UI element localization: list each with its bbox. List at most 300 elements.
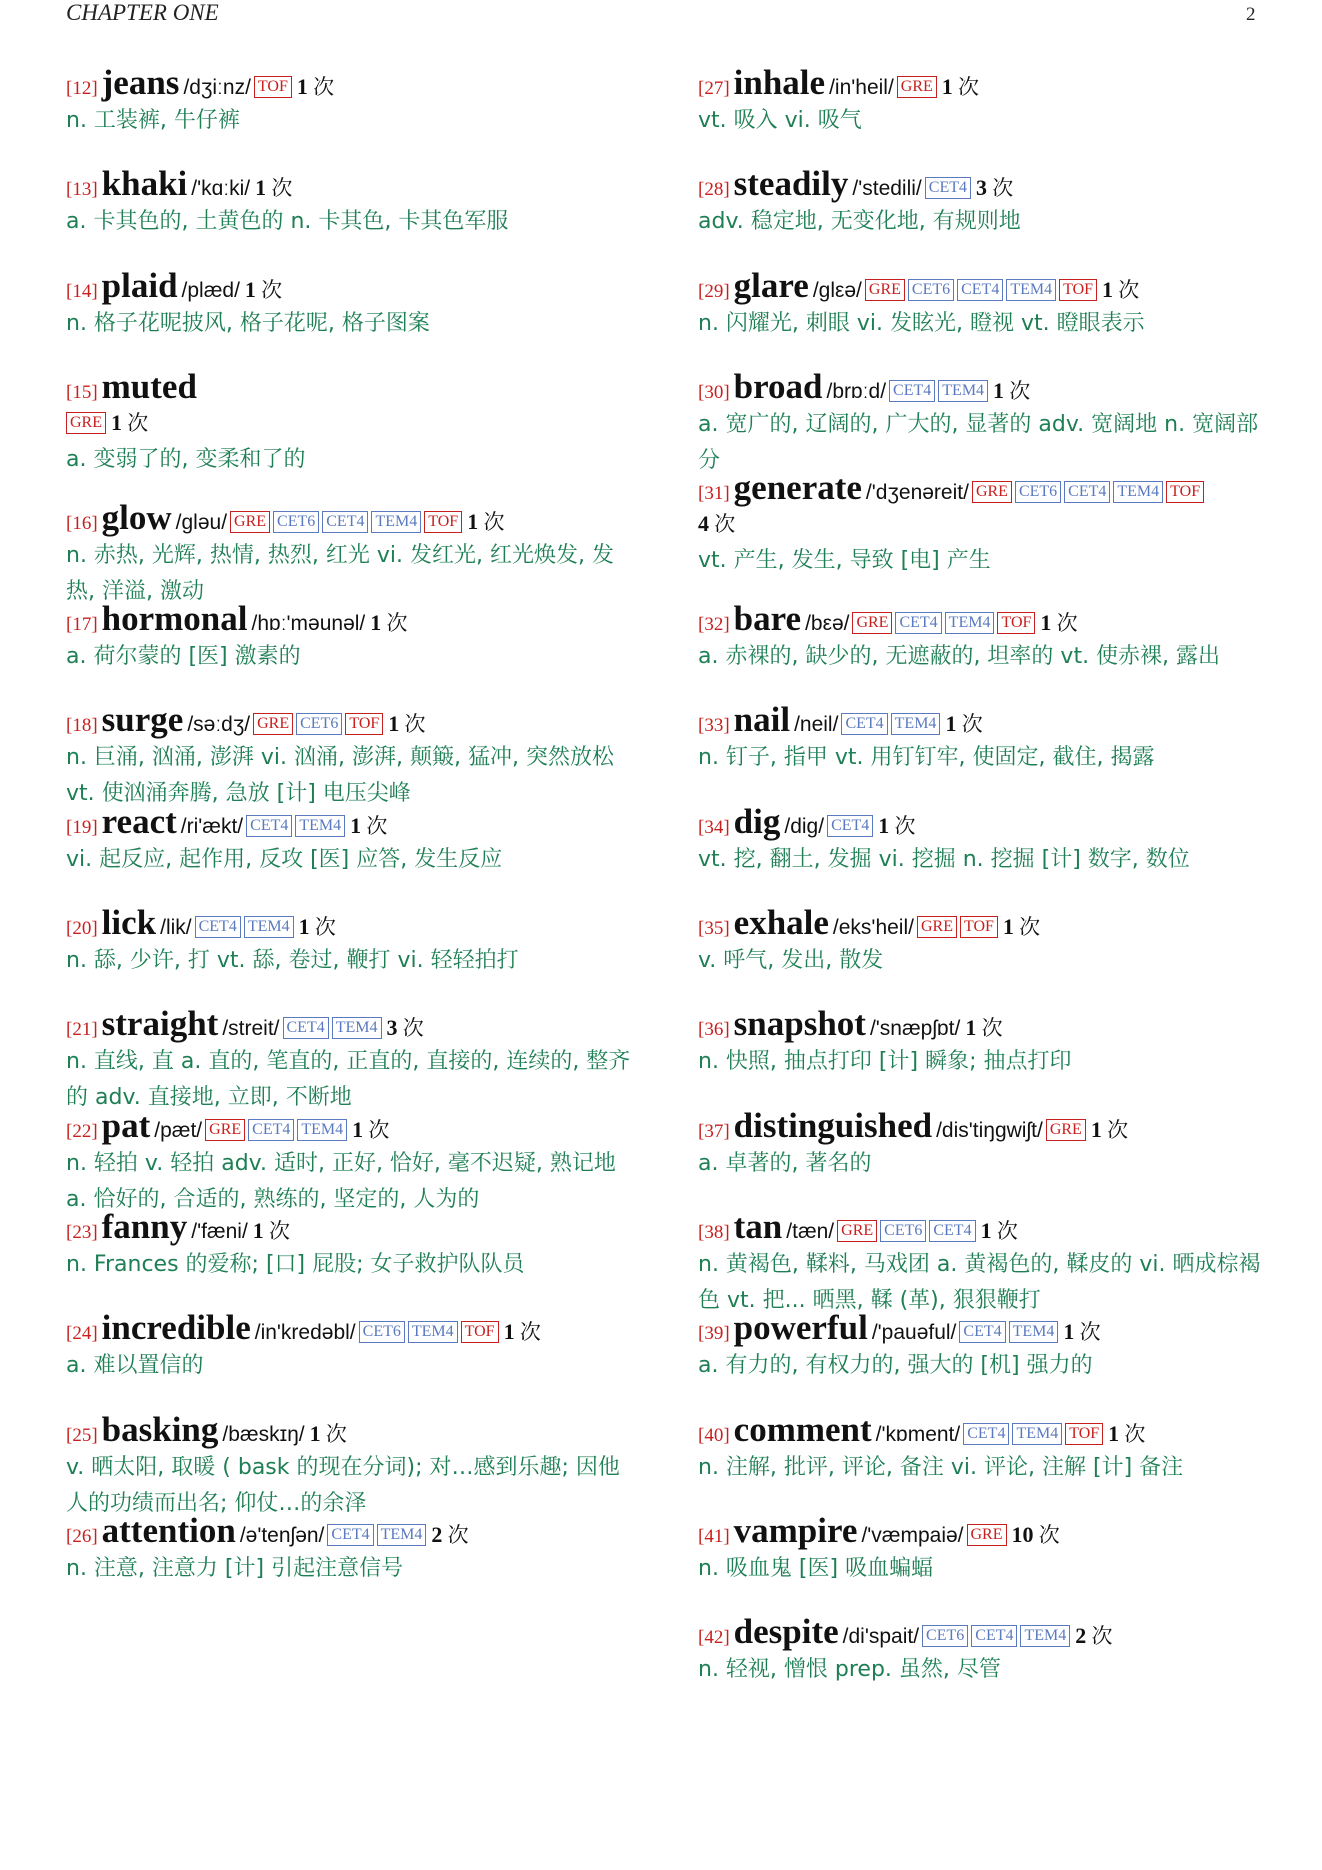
exam-tag-tem4: TEM4 xyxy=(244,916,294,938)
count-unit: 次 xyxy=(958,75,980,99)
phonetic: /di'spait/ xyxy=(842,1625,920,1649)
occurrence-count xyxy=(1102,278,1139,302)
vocab-entry xyxy=(698,903,1272,1004)
entry-index: [29] xyxy=(698,280,730,302)
phonetic: /dʒiːnz/ xyxy=(183,76,251,99)
headword-line xyxy=(698,468,1272,508)
count-unit: 次 xyxy=(1124,1421,1146,1446)
phonetic: /səːdʒ/ xyxy=(187,713,251,737)
vocab-entry xyxy=(66,1511,640,1612)
headword: vampire xyxy=(733,1510,858,1550)
tag-count-row xyxy=(66,407,640,442)
entry-index: [35] xyxy=(698,918,730,940)
headword-line xyxy=(66,266,640,306)
exam-tag-cet6: CET6 xyxy=(273,511,319,533)
count-number: 1 xyxy=(388,711,400,737)
entry-index: [36] xyxy=(698,1019,730,1041)
occurrence-count xyxy=(965,1016,1002,1040)
phonetic: /'væmpaiə/ xyxy=(861,1523,964,1547)
count-unit: 次 xyxy=(714,512,736,537)
phonetic: /bεə/ xyxy=(805,612,850,636)
headword: powerful xyxy=(733,1308,868,1348)
exam-tag-tof: TOF xyxy=(254,76,292,98)
exam-tag-tof: TOF xyxy=(461,1321,499,1343)
count-unit: 次 xyxy=(1079,1320,1101,1345)
exam-tag-cet4: CET4 xyxy=(971,1625,1017,1647)
occurrence-count xyxy=(1063,1320,1100,1344)
headword-line xyxy=(66,1106,640,1146)
count-number: 1 xyxy=(993,377,1005,403)
count-unit: 次 xyxy=(996,1218,1018,1243)
entry-index: [32] xyxy=(698,614,730,636)
count-number: 1 xyxy=(1040,610,1052,636)
exam-tag-cet4: CET4 xyxy=(929,1220,975,1242)
vocab-entry xyxy=(66,1105,640,1212)
phonetic: /gləu/ xyxy=(175,510,228,534)
count-number: 1 xyxy=(309,1420,321,1446)
definition: vt. 挖, 翻土, 发掘 vi. 挖掘 n. 挖掘 [计] 数字, 数位 xyxy=(698,846,1190,872)
exam-tag-gre: GRE xyxy=(837,1220,877,1242)
definition: n. 吸血鬼 [医] 吸血蝙蝠 xyxy=(698,1555,934,1581)
entry-index: [12] xyxy=(66,78,98,99)
exam-tag-tem4: TEM4 xyxy=(295,815,345,837)
headword-line xyxy=(698,1410,1272,1450)
definition: n. 闪耀光, 刺眼 vi. 发眩光, 瞪视 vt. 瞪眼表示 xyxy=(698,310,1145,336)
headword-line xyxy=(66,367,640,407)
count-number: 1 xyxy=(252,1217,264,1243)
occurrence-count xyxy=(1040,611,1077,635)
definition: n. 舔, 少许, 打 vt. 舔, 卷过, 鞭打 vi. 轻轻拍打 xyxy=(66,948,519,974)
exam-tag-gre: GRE xyxy=(967,1524,1007,1546)
exam-tag-tem4: TEM4 xyxy=(332,1017,382,1039)
definition: n. 注解, 批评, 评论, 备注 vi. 评论, 注解 [计] 备注 xyxy=(698,1454,1184,1480)
count-unit: 次 xyxy=(894,813,916,838)
occurrence-count xyxy=(255,176,292,200)
vocab-entry xyxy=(66,1004,640,1111)
definition: n. 注意, 注意力 [计] 引起注意信号 xyxy=(66,1555,404,1581)
count-number: 1 xyxy=(1063,1319,1075,1345)
count-unit: 次 xyxy=(261,277,283,302)
count-number: 1 xyxy=(965,1015,977,1041)
exam-tag-cet4: CET4 xyxy=(327,1524,373,1546)
exam-tag-gre: GRE xyxy=(66,412,106,434)
exam-tag-cet6: CET6 xyxy=(908,279,954,301)
vocab-entry xyxy=(66,1207,640,1308)
headword-line xyxy=(698,1004,1272,1044)
phonetic: /'kɒment/ xyxy=(875,1422,961,1446)
count-number: 1 xyxy=(1102,276,1114,302)
headword-line xyxy=(698,63,1272,103)
headword: distinguished xyxy=(733,1105,933,1145)
headword: snapshot xyxy=(733,1004,866,1044)
headword: surge xyxy=(101,700,184,740)
count-unit: 次 xyxy=(402,1016,424,1041)
vocab-entry xyxy=(698,1308,1272,1409)
headword-line xyxy=(698,367,1272,407)
entry-index: [27] xyxy=(698,78,730,99)
count-unit: 次 xyxy=(1009,378,1031,403)
exam-tag-tof: TOF xyxy=(1166,481,1204,503)
phonetic: /hɒː'məunəl/ xyxy=(251,612,366,636)
exam-tag-cet4: CET4 xyxy=(841,713,887,735)
headword-line xyxy=(66,1410,640,1450)
definition: n. 格子花呢披风, 格子花呢, 格子图案 xyxy=(66,310,430,336)
entry-index: [24] xyxy=(66,1323,98,1345)
headword-line xyxy=(66,498,640,538)
vocab-entry xyxy=(66,903,640,1004)
count-unit: 次 xyxy=(1091,1624,1113,1649)
exam-tag-gre: GRE xyxy=(852,612,892,634)
headword: lick xyxy=(101,903,157,943)
phonetic: /tæn/ xyxy=(786,1219,835,1243)
definition: a. 难以置信的 xyxy=(66,1353,204,1379)
headword-line xyxy=(66,700,640,740)
exam-tag-gre: GRE xyxy=(230,511,270,533)
occurrence-count xyxy=(370,611,407,635)
exam-tag-tem4: TEM4 xyxy=(297,1119,347,1141)
occurrence-count xyxy=(993,379,1030,403)
exam-tag-cet4: CET4 xyxy=(959,1321,1005,1343)
definition: a. 变弱了的, 变柔和了的 xyxy=(66,446,306,472)
phonetic: /neil/ xyxy=(794,713,839,737)
vocab-entry xyxy=(698,1106,1272,1207)
headword-line xyxy=(698,599,1272,639)
entry-index: [30] xyxy=(698,381,730,403)
page-header xyxy=(0,0,1322,40)
vocab-entry xyxy=(698,700,1272,801)
entry-index: [25] xyxy=(66,1424,98,1446)
phonetic: /'snæpʃɒt/ xyxy=(869,1017,961,1041)
headword-line xyxy=(66,903,640,943)
definition: vi. 起反应, 起作用, 反攻 [医] 应答, 发生反应 xyxy=(66,846,503,872)
vocab-entry xyxy=(66,497,640,604)
headword: plaid xyxy=(101,265,178,305)
entry-index: [41] xyxy=(698,1525,730,1547)
chapter-title: CHAPTER ONE xyxy=(66,0,219,25)
phonetic: /'fæni/ xyxy=(191,1219,248,1243)
definition: vt. 吸入 vi. 吸气 xyxy=(698,108,862,133)
occurrence-count xyxy=(1075,1624,1112,1648)
exam-tag-gre: GRE xyxy=(917,916,957,938)
exam-tag-cet4: CET4 xyxy=(925,177,971,199)
entry-index: [33] xyxy=(698,715,730,737)
count-unit: 次 xyxy=(483,509,505,534)
vocab-entry xyxy=(66,63,640,164)
count-unit: 次 xyxy=(981,1016,1003,1041)
entry-index: [14] xyxy=(66,280,98,302)
count-number: 1 xyxy=(1090,1116,1102,1142)
headword-line xyxy=(698,1511,1272,1551)
count-number: 3 xyxy=(386,1015,398,1041)
definition: a. 有力的, 有权力的, 强大的 [机] 强力的 xyxy=(698,1353,1093,1379)
definition: n. Frances 的爱称; [口] 屁股; 女子救护队队员 xyxy=(66,1251,525,1277)
exam-tag-cet4: CET4 xyxy=(957,279,1003,301)
exam-tag-gre: GRE xyxy=(1046,1119,1086,1141)
definition: n. 直线, 直 a. 直的, 笔直的, 正直的, 直接的, 连续的, 整齐的 adv. 直接地, 立即, 不断地 xyxy=(66,1049,631,1111)
definition: n. 轻拍 v. 轻拍 adv. 适时, 正好, 恰好, 毫不迟疑, 熟记地 a. 恰好的, 合适的, 熟练的, 坚定的, 人为的 xyxy=(66,1150,616,1212)
entry-index: [19] xyxy=(66,816,98,838)
exam-tag-tof: TOF xyxy=(345,713,383,735)
headword: generate xyxy=(733,468,862,508)
headword: inhale xyxy=(733,63,826,102)
headword-line xyxy=(698,1207,1272,1247)
headword-line xyxy=(66,1004,640,1044)
phonetic: /pæt/ xyxy=(154,1118,203,1142)
count-number: 2 xyxy=(1075,1623,1087,1649)
headword: basking xyxy=(101,1409,219,1449)
vocab-entry xyxy=(66,164,640,265)
headword-line xyxy=(698,1612,1272,1652)
occurrence-count xyxy=(253,1219,290,1243)
occurrence-count xyxy=(945,712,982,736)
exam-tag-tem4: TEM4 xyxy=(891,713,941,735)
vocab-entry xyxy=(698,1206,1272,1313)
headword: straight xyxy=(101,1004,219,1044)
exam-tag-gre: GRE xyxy=(253,713,293,735)
definition: a. 宽广的, 辽阔的, 广大的, 显著的 adv. 宽阔地 n. 宽阔部分 xyxy=(698,411,1259,473)
vocab-entry xyxy=(698,164,1272,265)
exam-tag-cet6: CET6 xyxy=(880,1220,926,1242)
headword-line xyxy=(698,266,1272,306)
count-unit: 次 xyxy=(271,176,293,201)
definition: a. 荷尔蒙的 [医] 激素的 xyxy=(66,644,301,670)
definition: n. 钉子, 指甲 vt. 用钉钉牢, 使固定, 截住, 揭露 xyxy=(698,745,1155,771)
count-unit: 次 xyxy=(447,1522,469,1547)
count-unit: 次 xyxy=(404,712,426,737)
entry-index: [18] xyxy=(66,715,98,737)
exam-tag-tem4: TEM4 xyxy=(1009,1321,1059,1343)
headword: muted xyxy=(101,366,197,406)
headword: broad xyxy=(733,366,823,406)
headword: nail xyxy=(733,700,791,740)
count-unit: 次 xyxy=(519,1320,541,1345)
count-unit: 次 xyxy=(1118,277,1140,302)
exam-tag-tof: TOF xyxy=(997,612,1035,634)
exam-tag-tof: TOF xyxy=(960,916,998,938)
entry-index: [34] xyxy=(698,816,730,838)
phonetic: /dis'tiŋgwiʃt/ xyxy=(936,1118,1043,1142)
count-unit: 次 xyxy=(269,1218,291,1243)
headword-line xyxy=(66,63,640,103)
occurrence-count xyxy=(350,814,387,838)
count-number: 1 xyxy=(1108,1420,1120,1446)
vocab-entry xyxy=(698,1612,1272,1713)
phonetic: /'stedili/ xyxy=(852,177,922,201)
exam-tag-tof: TOF xyxy=(1065,1423,1103,1445)
headword: despite xyxy=(733,1612,839,1652)
exam-tag-cet4: CET4 xyxy=(963,1423,1009,1445)
tag-count-row xyxy=(698,508,1272,543)
headword: bare xyxy=(733,599,802,639)
count-number: 1 xyxy=(111,409,122,435)
occurrence-count xyxy=(976,176,1013,200)
headword: glow xyxy=(101,497,172,537)
exam-tag-tem4: TEM4 xyxy=(377,1524,427,1546)
vocab-entry xyxy=(698,63,1272,164)
occurrence-count xyxy=(878,814,915,838)
entry-index: [42] xyxy=(698,1627,730,1649)
definition: n. 快照, 抽点打印 [计] 瞬象; 抽点打印 xyxy=(698,1049,1072,1075)
entry-index: [23] xyxy=(66,1221,98,1243)
exam-tag-cet4: CET4 xyxy=(283,1017,329,1039)
exam-tag-cet6: CET6 xyxy=(922,1625,968,1647)
phonetic: /glεə/ xyxy=(812,278,862,302)
count-unit: 次 xyxy=(313,75,335,99)
exam-tag-tem4: TEM4 xyxy=(945,612,995,634)
phonetic: /dig/ xyxy=(784,814,825,838)
phonetic: /in'kredəbl/ xyxy=(254,1321,356,1345)
entry-index: [16] xyxy=(66,512,98,534)
definition: n. 巨涌, 汹涌, 澎湃 vi. 汹涌, 澎湃, 颠簸, 猛冲, 突然放松 vt. 使汹涌奔腾, 急放 [计] 电压尖峰 xyxy=(66,745,614,807)
entry-index: [37] xyxy=(698,1120,730,1142)
left-column xyxy=(66,63,640,1612)
exam-tag-gre: GRE xyxy=(865,279,905,301)
vocab-entry xyxy=(698,802,1272,903)
definition: v. 呼气, 发出, 散发 xyxy=(698,948,884,974)
vocab-entry xyxy=(698,1004,1272,1105)
definition: vt. 产生, 发生, 导致 [电] 产生 xyxy=(698,548,991,574)
phonetic: /ri'ækt/ xyxy=(180,814,244,838)
count-number: 1 xyxy=(945,711,957,737)
vocab-entry xyxy=(698,1410,1272,1511)
definition: a. 卓著的, 著名的 xyxy=(698,1150,872,1176)
headword-line xyxy=(698,164,1272,204)
occurrence-count xyxy=(352,1118,389,1142)
occurrence-count xyxy=(1091,1118,1128,1142)
headword: steadily xyxy=(733,164,849,204)
count-unit: 次 xyxy=(1107,1117,1129,1142)
count-number: 2 xyxy=(431,1521,443,1547)
entry-index: [13] xyxy=(66,179,98,201)
headword-line xyxy=(698,700,1272,740)
occurrence-count xyxy=(111,411,148,435)
occurrence-count xyxy=(1012,1523,1060,1547)
vocab-entry xyxy=(698,468,1272,599)
count-number: 1 xyxy=(878,812,890,838)
occurrence-count xyxy=(297,75,334,99)
definition: a. 卡其色的, 土黄色的 n. 卡其色, 卡其色军服 xyxy=(66,209,509,235)
count-number: 1 xyxy=(1002,914,1014,940)
exam-tag-cet4: CET4 xyxy=(1064,481,1110,503)
phonetic: /bæskɪŋ/ xyxy=(222,1422,305,1446)
occurrence-count xyxy=(310,1422,347,1446)
occurrence-count xyxy=(387,1016,424,1040)
count-number: 1 xyxy=(941,74,953,99)
headword: jeans xyxy=(101,63,180,102)
phonetic: /'pauəful/ xyxy=(871,1321,957,1345)
exam-tag-cet4: CET4 xyxy=(246,815,292,837)
occurrence-count xyxy=(245,278,282,302)
count-number: 1 xyxy=(298,914,310,940)
occurrence-count xyxy=(467,510,504,534)
page-number: 2 xyxy=(1246,4,1256,25)
headword: khaki xyxy=(101,164,188,204)
count-unit: 次 xyxy=(325,1421,347,1446)
exam-tag-tem4: TEM4 xyxy=(938,380,988,402)
headword-line xyxy=(698,903,1272,943)
vocab-entry xyxy=(66,1409,640,1516)
exam-tag-tof: TOF xyxy=(1059,279,1097,301)
occurrence-count xyxy=(431,1523,468,1547)
count-number: 1 xyxy=(503,1319,515,1345)
headword: tan xyxy=(733,1206,783,1246)
vocab-entry xyxy=(698,599,1272,700)
exam-tag-cet4: CET4 xyxy=(895,612,941,634)
count-unit: 次 xyxy=(314,915,336,940)
definition: v. 晒太阳, 取暖 ( bask 的现在分词); 对…感到乐趣; 因他人的功绩而出名; 仰仗…的余泽 xyxy=(66,1454,620,1516)
headword-line xyxy=(698,1308,1272,1348)
count-unit: 次 xyxy=(386,611,408,636)
headword: glare xyxy=(733,265,809,305)
exam-tag-tem4: TEM4 xyxy=(371,511,421,533)
phonetic: /'kɑːki/ xyxy=(191,177,251,201)
definition: n. 赤热, 光辉, 热情, 热烈, 红光 vi. 发红光, 红光焕发, 发热, 洋溢, 激动 xyxy=(66,542,614,604)
entry-index: [20] xyxy=(66,918,98,940)
exam-tag-tem4: TEM4 xyxy=(1012,1423,1062,1445)
headword: fanny xyxy=(101,1206,188,1246)
entry-index: [40] xyxy=(698,1424,730,1446)
count-unit: 次 xyxy=(1038,1522,1060,1547)
vocab-entry xyxy=(66,1308,640,1409)
vocab-entry xyxy=(66,599,640,700)
occurrence-count xyxy=(981,1219,1018,1243)
exam-tag-cet6: CET6 xyxy=(1015,481,1061,503)
occurrence-count xyxy=(299,915,336,939)
definition: a. 赤裸的, 缺少的, 无遮蔽的, 坦率的 vt. 使赤裸, 露出 xyxy=(698,644,1221,670)
phonetic: /in'heil/ xyxy=(829,76,894,99)
count-number: 1 xyxy=(350,812,362,838)
exam-tag-cet4: CET4 xyxy=(248,1119,294,1141)
count-number: 1 xyxy=(255,175,267,201)
definition: n. 轻视, 憎恨 prep. 虽然, 尽管 xyxy=(698,1657,1001,1683)
exam-tag-gre: GRE xyxy=(972,481,1012,503)
phonetic: /lik/ xyxy=(160,916,192,940)
count-number: 1 xyxy=(467,508,479,534)
exam-tag-cet6: CET6 xyxy=(296,713,342,735)
headword-line xyxy=(66,599,640,639)
entry-index: [28] xyxy=(698,179,730,201)
count-unit: 次 xyxy=(992,176,1014,201)
exam-tag-cet6: CET6 xyxy=(359,1321,405,1343)
headword-line xyxy=(66,164,640,204)
count-number: 1 xyxy=(370,610,382,636)
phonetic: /brɒːd/ xyxy=(826,379,887,403)
entry-index: [31] xyxy=(698,483,730,505)
exam-tag-tem4: TEM4 xyxy=(1113,481,1163,503)
definition: n. 工装裤, 牛仔裤 xyxy=(66,108,240,133)
count-number: 10 xyxy=(1011,1521,1034,1547)
headword: dig xyxy=(733,801,781,841)
count-unit: 次 xyxy=(1056,611,1078,636)
headword: attention xyxy=(101,1510,236,1550)
count-number: 1 xyxy=(980,1217,992,1243)
phonetic: /plæd/ xyxy=(181,278,240,302)
entry-index: [39] xyxy=(698,1323,730,1345)
vocab-entry xyxy=(698,366,1272,473)
definition: adv. 稳定地, 无变化地, 有规则地 xyxy=(698,209,1021,235)
count-unit: 次 xyxy=(366,813,388,838)
count-unit: 次 xyxy=(961,712,983,737)
count-number: 3 xyxy=(975,175,987,201)
right-column xyxy=(698,63,1272,1713)
headword: hormonal xyxy=(101,599,248,639)
occurrence-count xyxy=(504,1320,541,1344)
entry-index: [17] xyxy=(66,614,98,636)
occurrence-count xyxy=(942,75,979,99)
entry-index: [26] xyxy=(66,1525,98,1547)
entry-index: [21] xyxy=(66,1019,98,1041)
vocab-entry xyxy=(66,700,640,807)
